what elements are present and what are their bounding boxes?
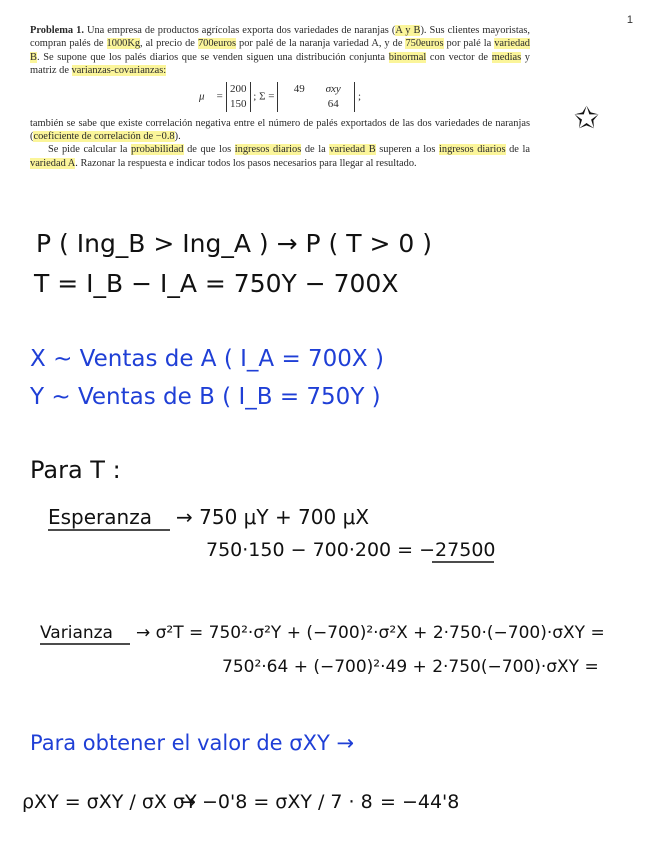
covariance-matrix-label: ; Σ = [253, 90, 275, 103]
star-icon: ✩ [574, 101, 600, 136]
note-variable-y: Y ~ Ventas de B ( I_B = 750Y ) [30, 384, 381, 410]
text-segment: de que los [183, 144, 235, 156]
text-segment: de la [301, 144, 330, 156]
text-segment: de la [505, 144, 530, 156]
var-y: 64 [327, 97, 339, 110]
note-variance-label: Varianza [40, 623, 113, 643]
highlighted-text: A y B [395, 25, 421, 36]
highlighted-text: probabilidad [130, 144, 184, 156]
note-for-t: Para T : [30, 456, 121, 484]
text-segment: con vector de [426, 51, 492, 63]
highlighted-text: coeficiente de correlación de −0.8 [33, 131, 175, 143]
highlighted-text: 700euros [197, 38, 237, 50]
text-segment: por palé de la naranja variedad A, y de [236, 38, 406, 50]
note-expectation-value: 750·150 − 700·200 = −27500 [206, 539, 496, 561]
note-expectation-formula: → 750 μY + 700 μX [176, 505, 370, 529]
text-segment: , al precio de [140, 38, 198, 50]
mean-vector-label: μ⃗ = [199, 90, 224, 103]
text-segment: y matriz de [30, 51, 530, 77]
text-segment: Se pide calcular la [48, 144, 131, 156]
highlighted-text: variedad B [30, 38, 531, 63]
note-variable-x: X ~ Ventas de A ( I_A = 700X ) [30, 346, 384, 372]
text-segment: . Razonar la respuesta e indicar todos los pasos necesarios para llegar al resultado. [75, 157, 417, 169]
cov-xy: σxy [325, 82, 341, 95]
note-correlation-formula: ρXY = σXY / σX σY [22, 791, 197, 813]
text-segment: ). [174, 131, 181, 143]
mean-x: 200 [230, 82, 247, 95]
highlighted-text: binormal [388, 51, 427, 63]
note-correlation-substituted: → −0'8 = σXY / 7 · 8 [180, 791, 373, 813]
page-number: 1 [626, 14, 633, 26]
highlighted-text: 1000Kg [106, 38, 141, 50]
text-segment: . Se supone que los palés diarios que se venden siguen una distribución conjunta [36, 51, 389, 63]
note-definition-t: T = I_B − I_A = 750Y − 700X [34, 269, 399, 298]
note-covariance-result: = −44'8 [380, 791, 460, 813]
text-segment: superen a los [375, 144, 440, 156]
text-segment: Una empresa de productos agrícolas exporta dos variedades de naranjas ( [83, 25, 396, 36]
highlighted-text: variedad B [329, 144, 376, 156]
text-segment: también se sabe que existe correlación negativa entre el número de palés exportados de las dos variedades de naranjas ( [30, 117, 530, 143]
note-variance-substituted: 750²·64 + (−700)²·49 + 2·750(−700)·σXY = [222, 657, 599, 677]
highlighted-text: 750euros [405, 38, 444, 50]
note-expectation-label: Esperanza [48, 505, 152, 529]
highlighted-text: medias [491, 51, 522, 63]
note-probability: P ( Ing_B > Ing_A ) → P ( T > 0 ) [36, 229, 432, 258]
highlighted-text: varianzas-covarianzas: [71, 65, 167, 77]
formula-end: ; [357, 90, 361, 103]
highlighted-text: ingresos diarios [234, 144, 302, 156]
text-segment: ). Sus clientes mayoristas, compran palés de [30, 25, 530, 50]
note-obtain-covariance: Para obtener el valor de σXY → [30, 731, 355, 755]
text-segment: por palé la [443, 38, 495, 50]
problem-title: Problema 1. [30, 25, 84, 36]
highlighted-text: variedad A [30, 157, 76, 169]
var-x: 49 [293, 82, 305, 95]
note-variance-formula: → σ²T = 750²·σ²Y + (−700)²·σ²X + 2·750·(−700)·σXY = [136, 623, 605, 643]
mean-y: 150 [230, 97, 247, 110]
highlighted-text: ingresos diarios [439, 144, 506, 156]
